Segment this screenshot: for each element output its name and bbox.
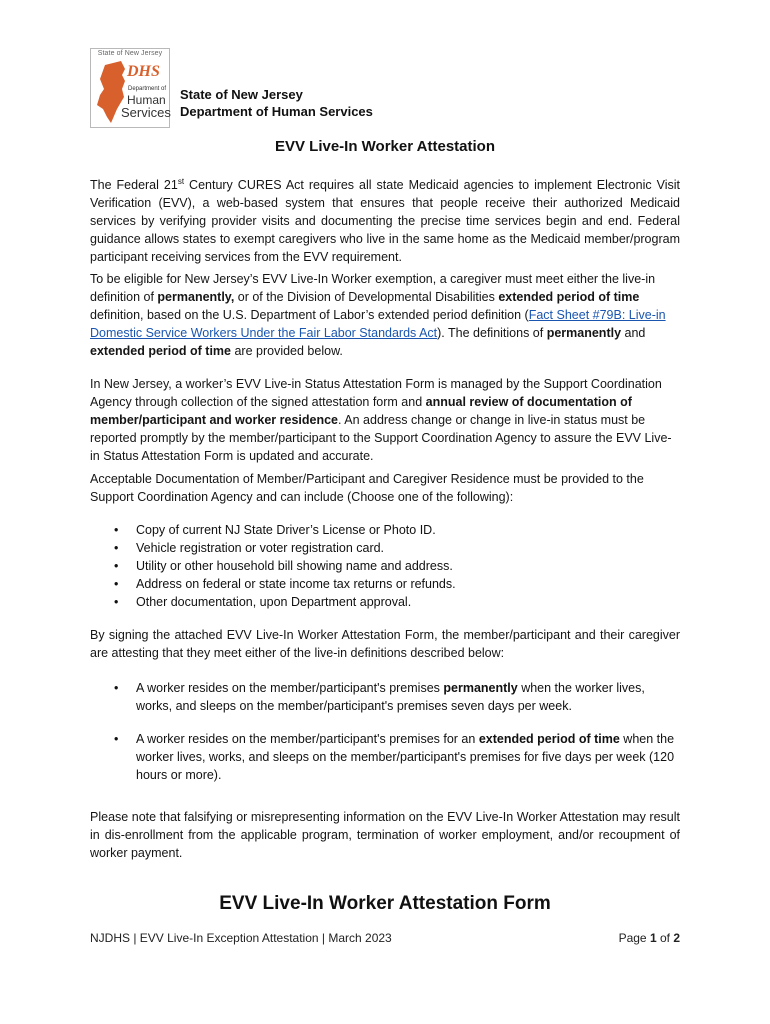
documentation-list (90, 521, 680, 611)
def2-text-1: A worker resides on the member/participant's premises for an (136, 732, 479, 746)
list-item (90, 593, 680, 611)
definition-permanently (90, 679, 680, 715)
definition-extended (90, 730, 680, 784)
management-text-2: . An address change or change in live-in status must be reported promptly by the member/participant to the Support Coordination Agency to assure the EVV Live-in Status Attestation Form is updated and accurate. (90, 413, 672, 463)
logo-line2: Human (127, 93, 166, 107)
bullet-icon: • (114, 577, 119, 591)
footer-text: NJDHS | EVV Live-In Exception Attestation | March 2023 (90, 931, 392, 945)
list-item (90, 575, 680, 593)
logo-abbr: DHS (127, 63, 160, 80)
management-bold: annual review of documentation of member/participant and worker residence (90, 395, 632, 427)
intro-paragraph (90, 173, 680, 266)
signing-intro: By signing the attached EVV Live-In Worker Attestation Form, the member/participant and their caregiver are attesting that they meet either of the live-in definitions described below: (90, 628, 680, 660)
page-of: of (656, 931, 674, 945)
bullet-icon: • (114, 732, 119, 746)
agency-line2: Department of Human Services (180, 104, 373, 119)
def1-text-2: when the worker lives, works, and sleeps on the member/participant's premises seven days per week. (136, 681, 645, 713)
list-item (90, 539, 680, 557)
notice-paragraph: Please note that falsifying or misrepresenting information on the EVV Live-In Worker Attestation may result in dis-enrollment from the applicable program, termination of worker employment, and/or recoupment of worker payment. (90, 810, 680, 860)
def2-bold: extended period of time (478, 732, 620, 746)
def1-text-1: A worker resides on the member/participant's premises (136, 681, 444, 695)
def1-bold: permanently (443, 681, 518, 695)
form-title: EVV Live-In Worker Attestation Form (219, 893, 551, 914)
management-paragraph (90, 375, 680, 465)
intro-text-2: Century CURES Act requires all state Medicaid agencies to implement Electronic Visit Verification (EVV), a web-based system that ensures that people receive their authorized Medicaid services by verifying provider visits and documenting the precise time services begin and end. Federal guidance allows states to exempt caregivers who live in the same home as the Medicaid member/program participant receiving services from the EVV requirement. (90, 178, 680, 265)
logo-line1: Department of (128, 86, 167, 92)
eligibility-text-2: or of the Division of Developmental Disabilities (234, 290, 499, 304)
intro-text-1: The Federal 21 (90, 178, 178, 193)
bullet-icon: • (114, 681, 119, 695)
list-item (90, 521, 680, 539)
bullet-icon: • (114, 595, 119, 609)
list-item-text: Address on federal or state income tax returns or refunds. (136, 577, 456, 591)
dhs-logo (90, 48, 170, 128)
logo-line3: Services (121, 105, 171, 120)
intro-superscript: st (177, 177, 185, 186)
eligibility-bold-permanently: permanently, (157, 290, 235, 304)
bullet-icon: • (114, 541, 119, 555)
logo-state-label: State of New Jersey (97, 50, 163, 57)
eligibility-bold-extended: extended period of time (498, 290, 640, 304)
list-item-text: Other documentation, upon Department approval. (136, 595, 412, 609)
management-text-1: In New Jersey, a worker’s EVV Live-in Status Attestation Form is managed by the Support Coordination Agency through collection of the signed attestation form and (90, 377, 662, 409)
def2-text-2: when the worker lives, works, and sleeps on the member/participant's premises for five days per week (120 hours or more). (136, 732, 675, 782)
page-title: EVV Live-In Worker Attestation (274, 138, 496, 155)
eligibility-text-3: definition, based on the U.S. Department of Labor’s extended period definition ( (90, 308, 529, 322)
eligibility-text-5: and (621, 326, 646, 340)
eligibility-text-6: are provided below. (231, 344, 343, 358)
page-current: 1 (649, 931, 657, 945)
eligibility-paragraph (90, 270, 680, 360)
bullet-icon: • (114, 523, 119, 537)
agency-line1: State of New Jersey (180, 87, 303, 102)
list-item (90, 557, 680, 575)
page-prefix: Page (618, 931, 650, 945)
page-total: 2 (673, 931, 680, 945)
bullet-icon: • (114, 559, 119, 573)
eligibility-text-4: ). The definitions of (437, 326, 547, 340)
page-number (619, 931, 680, 945)
list-item-text: Vehicle registration or voter registration card. (136, 541, 385, 555)
eligibility-bold-permanently-2: permanently (546, 326, 622, 340)
agency-name (180, 86, 373, 120)
fact-sheet-link[interactable]: Fact Sheet #79B: Live-in Domestic Service Workers Under the Fair Labor Standards Act (90, 308, 666, 340)
eligibility-bold-extended-2: extended period of time (90, 344, 231, 358)
eligibility-text-1: To be eligible for New Jersey’s EVV Live-In Worker exemption, a caregiver must meet either the live-in definition of (90, 272, 656, 304)
list-item-text: Utility or other household bill showing name and address. (136, 559, 453, 573)
definition-list-1 (90, 679, 680, 715)
definition-list-2 (90, 730, 680, 784)
list-item-text: Copy of current NJ State Driver’s License or Photo ID. (136, 523, 436, 537)
documentation-intro: Acceptable Documentation of Member/Participant and Caregiver Residence must be provided to the Support Coordination Agency and can include (Choose one of the following): (90, 472, 644, 504)
